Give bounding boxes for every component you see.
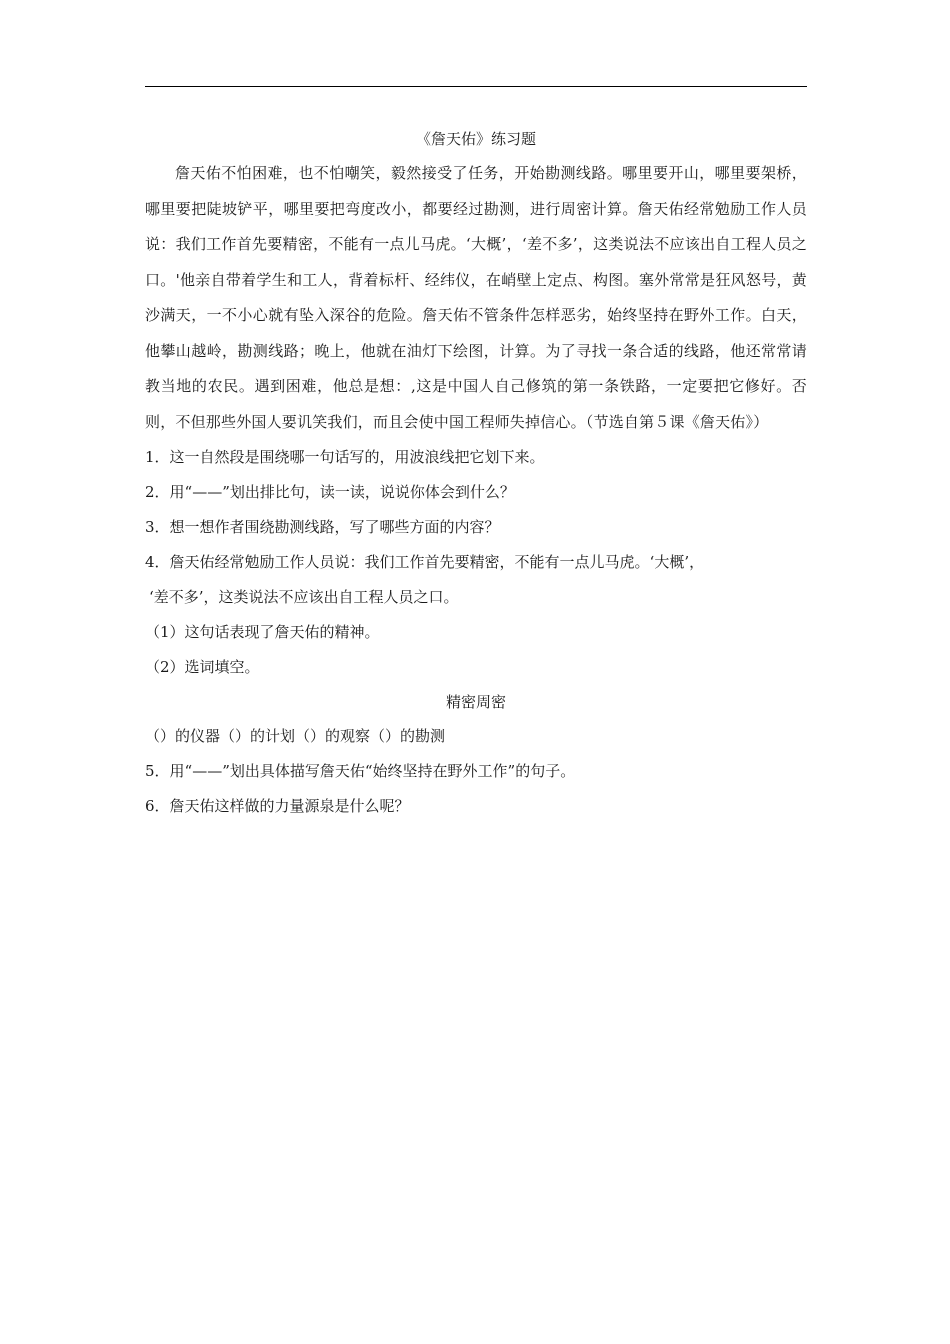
question-4-sub-1: （1）这句话表现了詹天佑的精神。 [145, 623, 380, 641]
header-rule [145, 86, 807, 87]
question-1: 1．这一自然段是围绕哪一句话写的，用波浪线把它划下来。 [145, 448, 545, 466]
reading-passage: 詹天佑不怕困难，也不怕嘲笑，毅然接受了任务，开始勘测线路。哪里要开山，哪里要架桥，哪里要把陡坡铲平，哪里要把弯度改小，都要经过勘测，进行周密计算。詹天佑经常勉励工作人员说：我们工作首先要精密，不能有一点儿马虎。‘大概’，‘差不多’，这类说法不应该出自工程人员之口。'他亲自带着学生和工人，背着标杆、经纬仪，在峭壁上定点、构图。塞外常常是狂风怒号，黄沙满天，一不小心就有坠入深谷的危险。詹天佑不管条件怎样恶劣，始终坚持在野外工作。白天，他攀山越岭，勘测线路；晚上，他就在油灯下绘图，计算。为了寻找一条合适的线路，他还常常请教当地的农民。遇到困难，他总是想：,这是中国人自己修筑的第一条铁路，一定要把它修好。否则，不但那些外国人要讥笑我们，而且会使中国工程师失掉信心。（节选自第５课《詹天佑》） [145, 164, 807, 431]
question-6: 6．詹天佑这样做的力量源泉是什么呢？ [145, 797, 410, 815]
question-4-line-2: ‘差不多’，这类说法不应该出自工程人员之口。 [149, 588, 459, 606]
fill-in-blanks: （）的仪器（）的计划（）的观察（）的勘测 [145, 727, 446, 745]
word-bank: 精密周密 [445, 693, 506, 711]
question-5: 5．用“——”划出具体描写詹天佑“始终坚持在野外工作”的句子。 [145, 762, 576, 780]
question-4-sub-2: （2）选词填空。 [145, 658, 260, 676]
question-3: 3．想一想作者围绕勘测线路，写了哪些方面的内容？ [145, 518, 500, 536]
document-title: 《詹天佑》练习题 [415, 130, 536, 148]
question-4-line-1: 4．詹天佑经常勉励工作人员说：我们工作首先要精密，不能有一点儿马虎。‘大概’， [145, 553, 705, 571]
document-content [145, 122, 807, 824]
question-2: 2．用“——”划出排比句，读一读，说说你体会到什么？ [145, 483, 515, 501]
